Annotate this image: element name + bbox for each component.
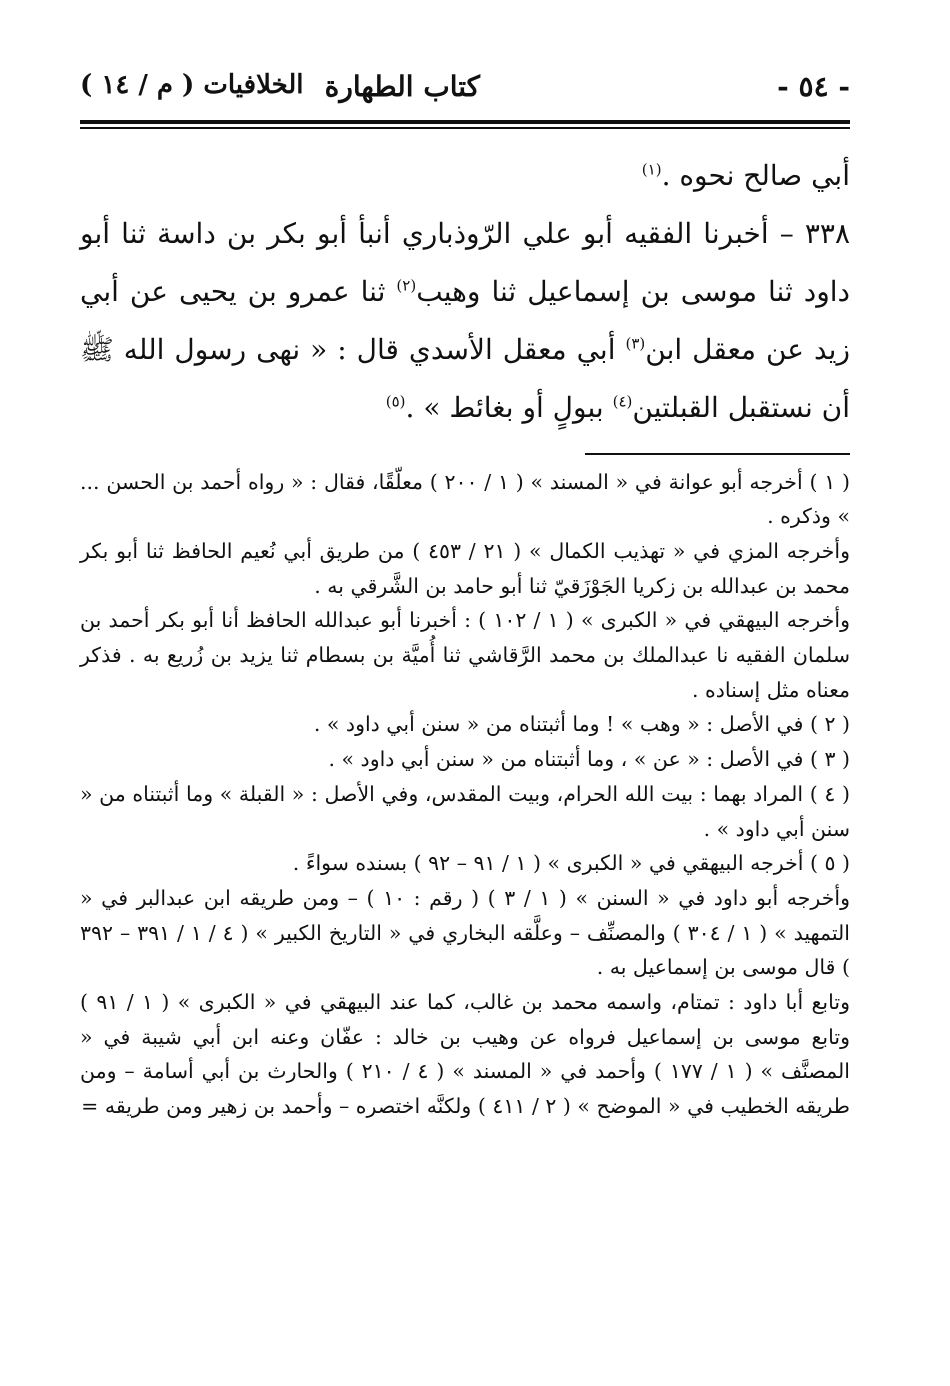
footnote-ref-4: (٤) [612,392,633,411]
footnote-3: ( ٣ ) في الأصل : « عن » ، وما أثبتناه من « سنن أبي داود » . [328,747,850,772]
book-title: كتاب الطهارة [324,70,480,103]
footnote-5-continued: وتابع أبا داود : تمتام، واسمه محمد بن غالب، كما عند البيهقي في « الكبرى » ( ١ / ٩١ ) وتابع موسى بن إسماعيل فرواه عن وهيب بن خالد : عفّان وعنه ابن أبي شيبة في « المصنَّف » ( ١ / ١٧٧ ) وأحمد في « المسند » ( ٤ / ٢١٠ ) والحارث بن أبي أسامة – ومن طريقه الخطيب في « الموضح » ( ٢ / ٤١١ ) ولكنَّه اختصره – وأحمد بن زهير ومن طريقه = [80,990,850,1119]
footnote-5: ( ٥ ) أخرجه البيهقي في « الكبرى » ( ١ / ٩١ – ٩٢ ) بسنده سواءً . [292,851,850,876]
chapter-subtitle: الخلافيات ( م / ١٤ ) [80,70,304,100]
hadith-338 [80,205,850,437]
footnote-ref-1: (١) [641,160,662,179]
footnote-5-continued: وأخرجه أبو داود في « السنن » ( ١ / ٣ ) ( رقم : ١٠ ) – ومن طريقه ابن عبدالبر في « التمهيد » ( ١ / ٣٠٤ ) والمصنِّف – وعلَّقه البخاري في « التاريخ الكبير » ( ٤ / ١ / ٣٩١ – ٣٩٢ ) قال موسى بن إسماعيل به . [80,885,850,980]
footnote-ref-3: (٣) [625,334,646,353]
page-number: - ٥٤ - [777,70,850,103]
main-paragraph-1 [80,147,850,205]
footnote-4: ( ٤ ) المراد بهما : بيت الله الحرام، وبيت المقدس، وفي الأصل : « القبلة » وما أثبتناه من « سنن أبي داود » . [80,781,851,841]
footnote-1-continued: وأخرجه البيهقي في « الكبرى » ( ١ / ١٠٢ ) : أخبرنا أبو عبدالله الحافظ أنا أبو بكر أحمد بن سلمان الفقيه نا عبدالملك بن محمد الرَّقاشي ثنا أُميَّة بن بسطام ثنا يزيد بن زُريع به . فذكر معناه مثل إسناده . [80,608,850,702]
running-header [80,60,850,116]
page [80,60,850,1124]
footnote-1-continued: وأخرجه المزي في « تهذيب الكمال » ( ٢١ / ٤٥٣ ) من طريق أبي نُعيم الحافظ ثنا أبو بكر محمد بن عبدالله بن زكريا الجَوْزَقيّ ثنا أبو حامد بن الشَّرقي به . [80,538,850,598]
footnote-separator [585,453,850,455]
hadith-text-part-3: أبي معقل الأسدي قال : « نهى رسول الله ﷺ أن نستقبل القبلتين [80,332,850,424]
header-rule-thin [80,127,850,129]
paragraph-text: أبي صالح نحوه . [661,158,850,192]
footnotes [80,465,850,1124]
hadith-text-part-1: ٣٣٨ – أخبرنا الفقيه أبو علي الرّوذباري أنبأ أبو بكر بن داسة ثنا أبو داود ثنا موسى بن إسماعيل ثنا وهيب [80,216,850,308]
header-rule-thick [80,120,850,124]
footnote-ref-5: (٥) [385,392,406,411]
footnote-ref-2: (٢) [396,276,417,295]
main-text [80,147,850,437]
footnote-1: ( ١ ) أخرجه أبو عوانة في « المسند » ( ١ / ٢٠٠ ) معلّقًا، فقال : « رواه أحمد بن الحسن ... » وذكره . [80,469,850,529]
hadith-text-part-2: ثنا عمرو بن يحيى عن أبي زيد عن معقل ابن [80,274,850,366]
hadith-text-part-4: ببولٍ أو بغائط » . [405,390,613,424]
footnote-2: ( ٢ ) في الأصل : « وهب » ! وما أثبتناه من « سنن أبي داود » . [313,712,850,737]
